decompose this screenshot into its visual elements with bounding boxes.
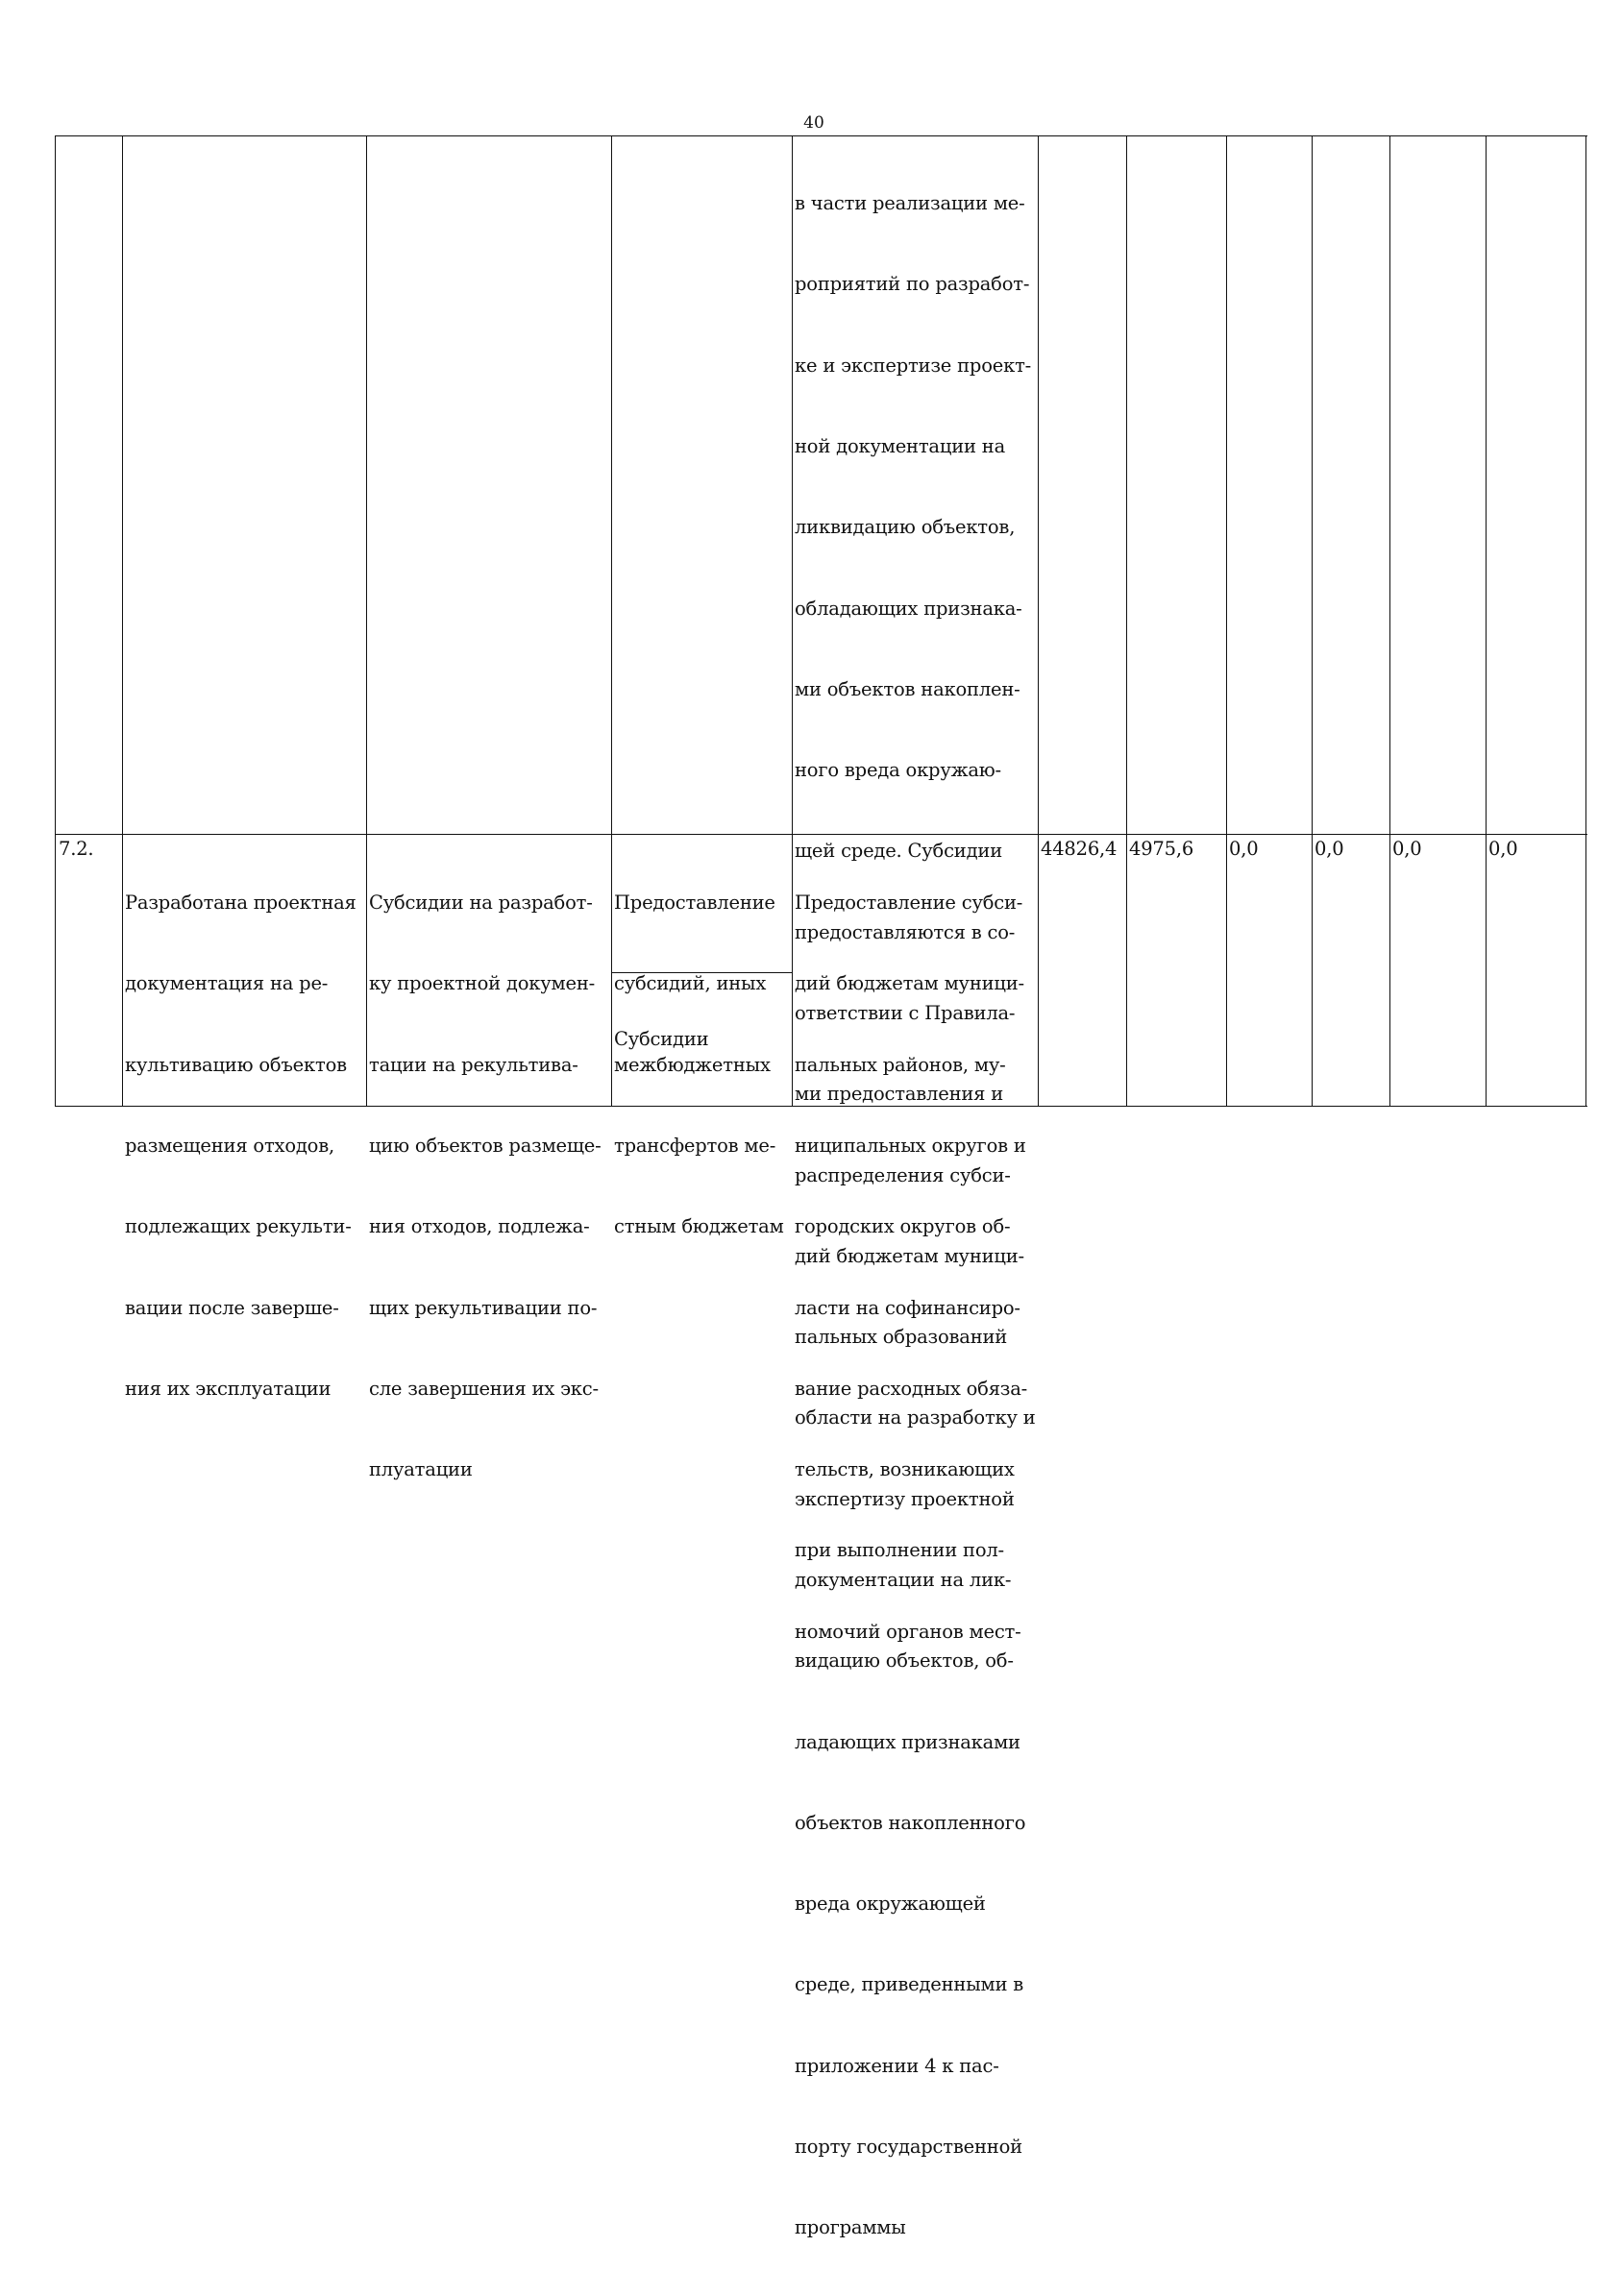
text-line: ния их эксплуатации xyxy=(125,1377,332,1400)
text-line: документация на ре- xyxy=(125,972,329,995)
text-line: среде, приведенными в xyxy=(795,1973,1024,1996)
text-line: стным бюджетам xyxy=(614,1215,784,1238)
text-line: вание расходных обяза- xyxy=(795,1377,1028,1400)
text-line: объектов накопленного xyxy=(795,1811,1026,1834)
value-cell: 44826,4 xyxy=(1041,838,1118,860)
value-cell: 0,0 xyxy=(1315,838,1344,860)
column-border xyxy=(55,135,56,1106)
value-cell: 4975,6 xyxy=(1129,838,1194,860)
text-line: видацию объектов, об- xyxy=(795,1649,1014,1673)
text-line: распределения субси- xyxy=(795,1163,1011,1186)
column-border xyxy=(1038,135,1039,1106)
text-line: размещения отходов, xyxy=(125,1135,335,1158)
column-border xyxy=(122,135,123,1106)
text-line: ку проектной докумен- xyxy=(369,972,596,995)
text-line: ниципальных округов и xyxy=(795,1135,1026,1158)
text-line: области на разработку и xyxy=(795,1406,1036,1429)
text-line: обладающих признака- xyxy=(795,597,1022,620)
text-line: пальных районов, му- xyxy=(795,1053,1006,1076)
column-border xyxy=(1585,135,1586,1106)
text-line: межбюджетных xyxy=(614,1053,771,1076)
text-line: городских округов об- xyxy=(795,1215,1011,1238)
column-border xyxy=(1389,135,1390,1106)
text-line: ми предоставления и xyxy=(795,1083,1004,1106)
page-number: 40 xyxy=(803,113,824,133)
text-line: документации на лик- xyxy=(795,1568,1012,1591)
text-line: вреда окружающей xyxy=(795,1893,986,1916)
row-number-cell: 7.2. xyxy=(59,838,94,860)
text-line: экспертизу проектной xyxy=(795,1487,1015,1510)
text-line: порту государственной xyxy=(795,2135,1022,2158)
text-line: Предоставление xyxy=(614,892,775,915)
text-line: ладающих признаками xyxy=(795,1730,1020,1753)
text-line: подлежащих рекульти- xyxy=(125,1215,352,1238)
text-line: дий бюджетам муници- xyxy=(795,1244,1024,1267)
column-border xyxy=(366,135,367,1106)
text-line: цию объектов размеще- xyxy=(369,1135,602,1158)
text-line: программы xyxy=(795,2216,906,2239)
text-line: дий бюджетам муници- xyxy=(795,972,1024,995)
text-line: тации на рекультива- xyxy=(369,1053,578,1076)
text-line: субсидий, иных xyxy=(614,972,767,995)
text-line: ной документации на xyxy=(795,435,1006,458)
text-line: ного вреда окружаю- xyxy=(795,759,1001,782)
column-border xyxy=(1486,135,1487,1106)
text-line: культивацию объектов xyxy=(125,1053,347,1076)
text-line: трансфертов ме- xyxy=(614,1135,776,1158)
text-line: ответствии с Правила- xyxy=(795,1002,1016,1024)
text-line: ния отходов, подлежа- xyxy=(369,1215,590,1238)
text-line: ласти на софинансиро- xyxy=(795,1296,1020,1319)
text-line: ми объектов накоплен- xyxy=(795,677,1020,700)
text-line: в части реализации ме- xyxy=(795,192,1025,215)
text-line: роприятий по разработ- xyxy=(795,273,1030,296)
text-line: плуатации xyxy=(369,1458,473,1481)
text-line: щей среде. Субсидии xyxy=(795,840,1003,863)
text-line: сле завершения их экс- xyxy=(369,1377,599,1400)
text-line: при выполнении пол- xyxy=(795,1539,1004,1562)
text-line: Субсидии xyxy=(614,1028,709,1051)
column-border xyxy=(611,135,612,1106)
text-line: Разработана проектная xyxy=(125,892,356,915)
text-line: номочий органов мест- xyxy=(795,1620,1021,1643)
column-border xyxy=(1126,135,1127,1106)
text-line: ке и экспертизе проект- xyxy=(795,354,1032,377)
result-cell xyxy=(125,836,356,1456)
text-line: вации после заверше- xyxy=(125,1296,339,1319)
text-line: щих рекультивации по- xyxy=(369,1296,598,1319)
text-line: пальных образований xyxy=(795,1326,1008,1349)
text-line: приложении 4 к пас- xyxy=(795,2054,999,2077)
text-line: Предоставление субси- xyxy=(795,892,1023,915)
type-cell-bottom xyxy=(614,972,708,1107)
column-border xyxy=(1226,135,1227,1106)
value-cell: 0,0 xyxy=(1488,838,1518,860)
value-cell: 0,0 xyxy=(1229,838,1259,860)
text-line: предоставляются в со- xyxy=(795,920,1016,943)
text-line: ликвидацию объектов, xyxy=(795,516,1016,539)
text-line: тельств, возникающих xyxy=(795,1458,1015,1481)
column-border xyxy=(1312,135,1313,1106)
event-cell xyxy=(369,836,602,1537)
column-border xyxy=(792,135,793,1106)
basis-cell xyxy=(795,836,1027,1699)
text-line: Субсидии на разработ- xyxy=(369,892,593,915)
value-cell: 0,0 xyxy=(1392,838,1422,860)
